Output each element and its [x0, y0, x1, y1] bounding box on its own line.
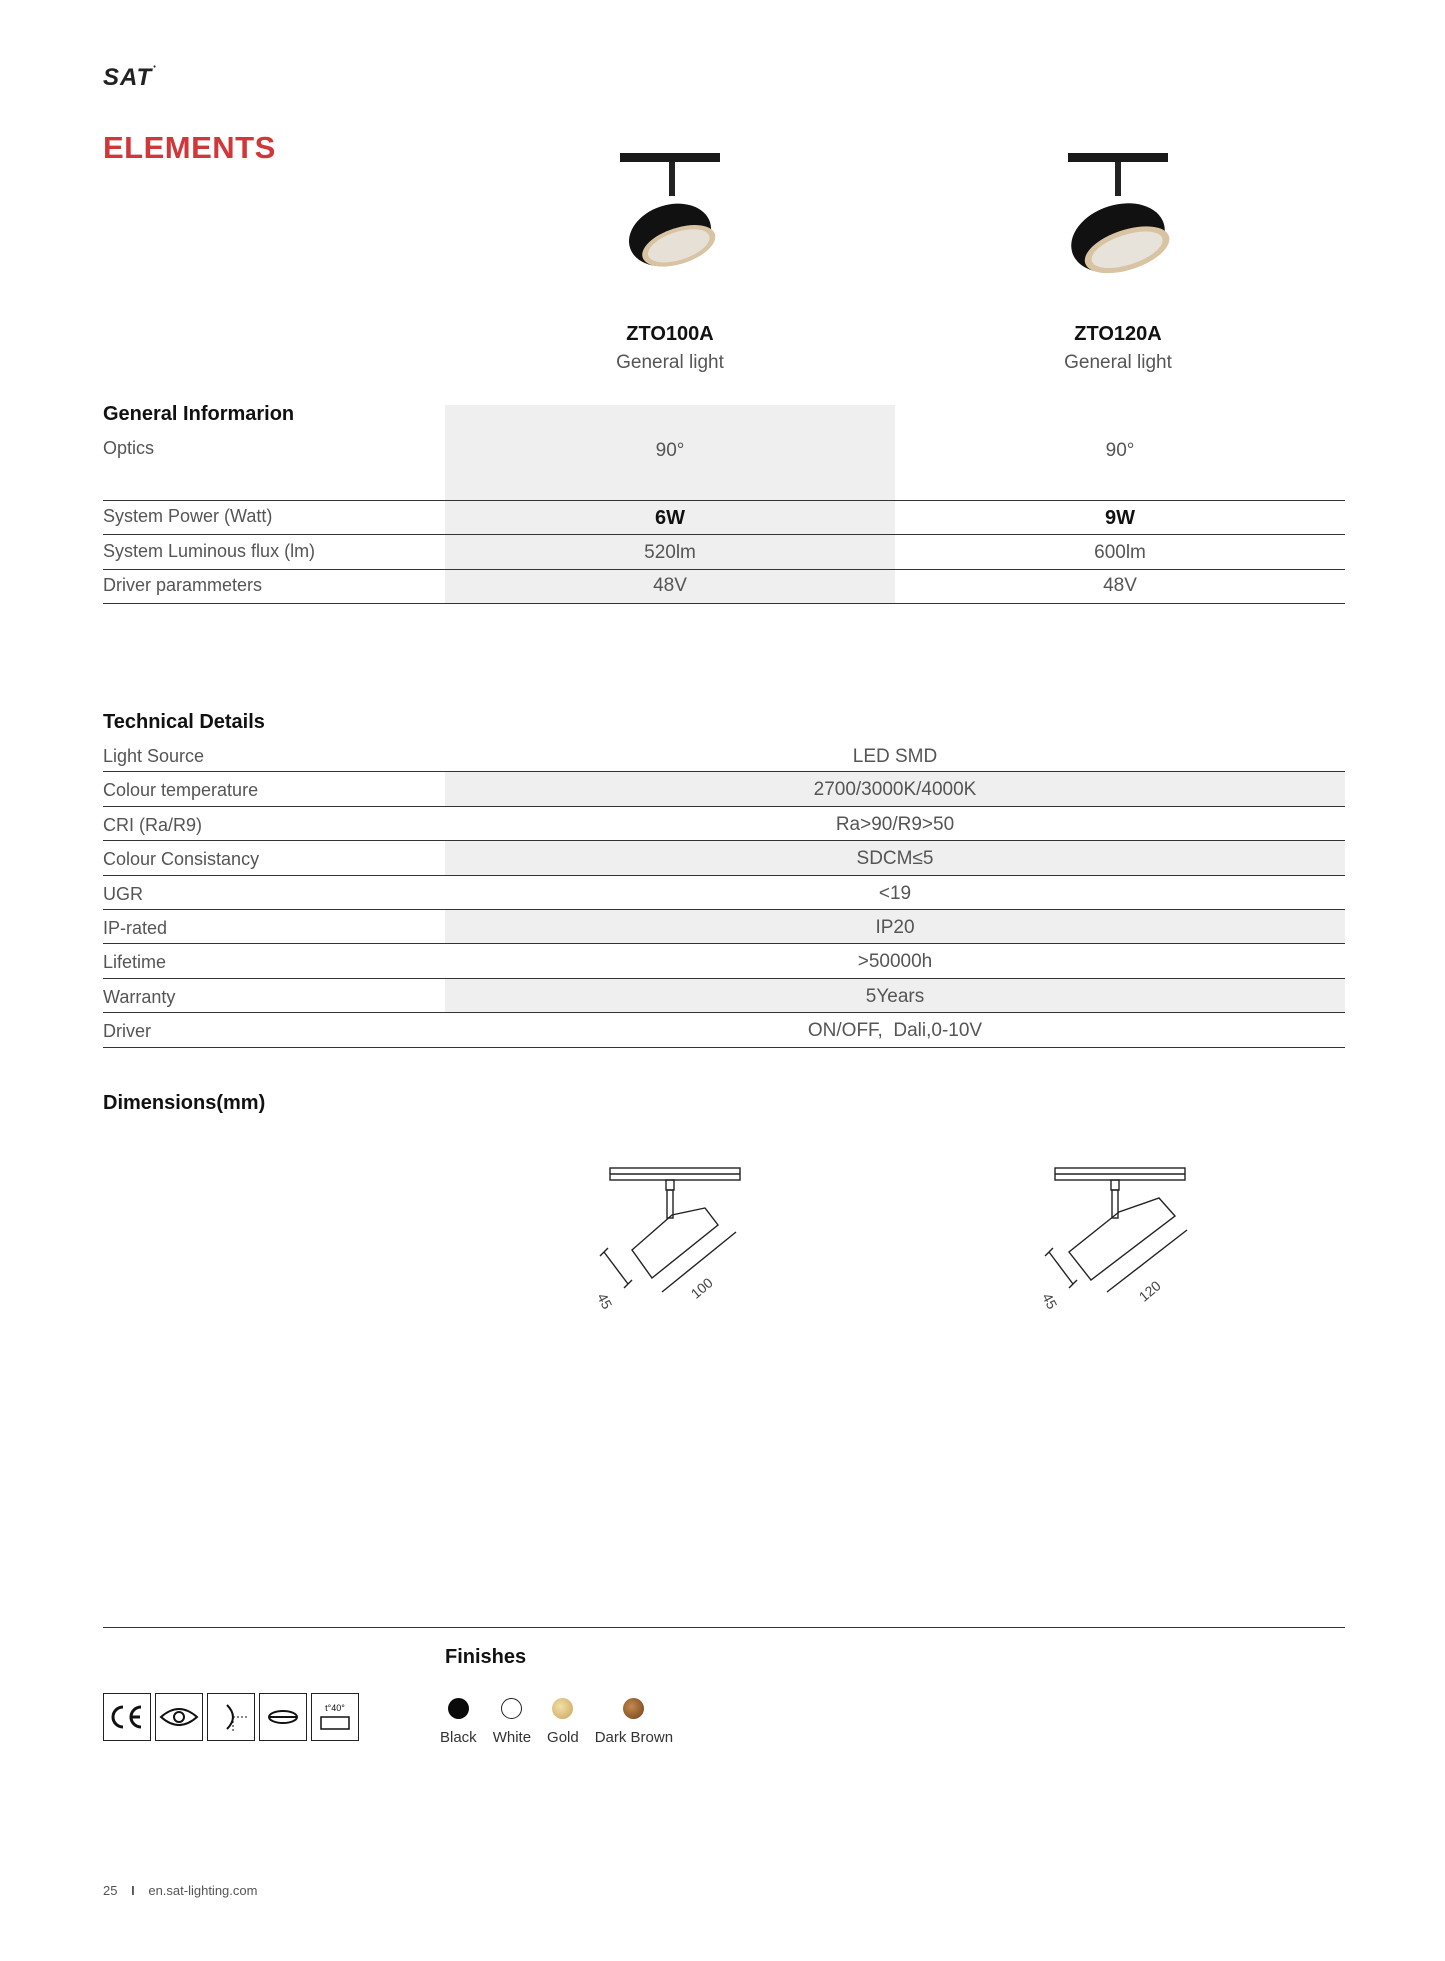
- product-code: ZTO120A: [1074, 323, 1162, 345]
- color-swatch: [552, 1698, 573, 1719]
- color-swatch: [623, 1698, 644, 1719]
- value-cell: <19: [878, 882, 912, 904]
- finish-label: Black: [440, 1729, 477, 1746]
- finish-dark-brown: [595, 1698, 673, 1746]
- value-cell: SDCM≤5: [856, 848, 934, 870]
- row-label: IP-rated: [103, 917, 168, 938]
- footer-divider: [103, 1627, 1345, 1628]
- value-cell: Ra>90/R9>50: [835, 813, 955, 835]
- column-shade: [445, 405, 895, 603]
- value-cell: 90°: [655, 440, 685, 461]
- technical-table: [103, 738, 1345, 1048]
- product-header-1: [520, 323, 820, 374]
- ce-mark-icon: [103, 1693, 151, 1741]
- product-code: ZTO100A: [626, 323, 714, 345]
- value-cell: 9W: [1105, 507, 1135, 529]
- row-label: System Luminous flux (lm): [103, 541, 316, 561]
- table-row: [103, 910, 1345, 944]
- rotate-icon: [259, 1693, 307, 1741]
- divider: [103, 534, 1345, 535]
- dimension-label-width: 45: [594, 1290, 616, 1312]
- dimension-label-length: 100: [687, 1274, 716, 1302]
- value-cell: 6W: [655, 507, 685, 529]
- eye-icon: [155, 1693, 203, 1741]
- dimensions-heading: Dimensions(mm): [103, 1092, 266, 1114]
- table-row: [103, 1013, 1345, 1047]
- product-image-zto120a: [1053, 150, 1183, 290]
- finish-black: [440, 1698, 477, 1746]
- temperature-icon: [311, 1693, 359, 1741]
- table-row: [103, 841, 1345, 875]
- divider: [103, 500, 1345, 501]
- color-swatch: [448, 1698, 469, 1719]
- value-cell: >50000h: [857, 951, 933, 973]
- table-row: [103, 876, 1345, 910]
- row-label: Driver: [103, 1021, 151, 1042]
- divider: [103, 603, 1345, 604]
- table-row: [103, 772, 1345, 806]
- page-title: ELEMENTS: [103, 130, 276, 165]
- divider: [103, 1047, 1345, 1048]
- footer-url[interactable]: en.sat-lighting.com: [148, 1883, 258, 1898]
- technical-heading: Technical Details: [103, 711, 265, 733]
- finish-white: [493, 1698, 531, 1746]
- value-cell: 520lm: [644, 542, 696, 563]
- certification-icons: [103, 1693, 359, 1741]
- value-cell: 90°: [1105, 440, 1135, 461]
- color-swatch: [501, 1698, 522, 1719]
- value-cell: 600lm: [1094, 542, 1146, 563]
- finish-gold: [547, 1698, 579, 1746]
- finish-label: Dark Brown: [594, 1729, 674, 1746]
- row-label: Light Source: [103, 746, 205, 766]
- value-cell: ON/OFF, Dali,0-10V: [807, 1020, 983, 1042]
- row-label: Driver parammeters: [103, 575, 263, 595]
- value-cell: LED SMD: [852, 746, 938, 767]
- row-label: Warranty: [103, 986, 176, 1007]
- row-label: Lifetime: [103, 952, 167, 973]
- product-type: General light: [616, 352, 724, 373]
- row-label: Colour temperature: [103, 780, 259, 801]
- footer-separator: I: [131, 1883, 135, 1898]
- row-label: System Power (Watt): [103, 506, 273, 526]
- value-cell: 48V: [653, 575, 687, 596]
- table-row: [103, 807, 1345, 841]
- tilt-icon: [207, 1693, 255, 1741]
- finishes-heading: Finishes: [445, 1646, 527, 1668]
- row-label: Colour Consistancy: [103, 849, 260, 870]
- divider: [103, 569, 1345, 570]
- finish-swatches: [440, 1698, 673, 1746]
- product-image-zto100a: [605, 150, 735, 285]
- dimension-drawing-zto120a: [1035, 1160, 1205, 1340]
- product-type: General light: [1064, 352, 1172, 373]
- row-label: Optics: [103, 438, 155, 458]
- value-cell: IP20: [875, 916, 915, 938]
- row-label: CRI (Ra/R9): [103, 814, 203, 835]
- finish-label: Gold: [547, 1729, 579, 1746]
- value-cell: 5Years: [865, 985, 925, 1007]
- value-cell: 48V: [1103, 575, 1137, 596]
- product-header-2: [968, 323, 1268, 374]
- table-row: [103, 738, 1345, 772]
- table-row: [103, 979, 1345, 1013]
- dimension-drawing-zto100a: [590, 1160, 760, 1340]
- dimension-label-length: 120: [1135, 1277, 1164, 1305]
- brand-logo: SAT•: [103, 64, 157, 91]
- table-row: [103, 944, 1345, 978]
- dimension-label-width: 45: [1039, 1290, 1061, 1312]
- temperature-label: t°40°: [325, 1703, 345, 1713]
- finish-label: White: [492, 1729, 532, 1746]
- value-cell: 2700/3000K/4000K: [813, 779, 977, 801]
- page-footer: [103, 1883, 257, 1898]
- general-heading: General Informarion: [103, 403, 295, 425]
- row-label: UGR: [103, 883, 143, 904]
- page-number: 25: [103, 1883, 118, 1898]
